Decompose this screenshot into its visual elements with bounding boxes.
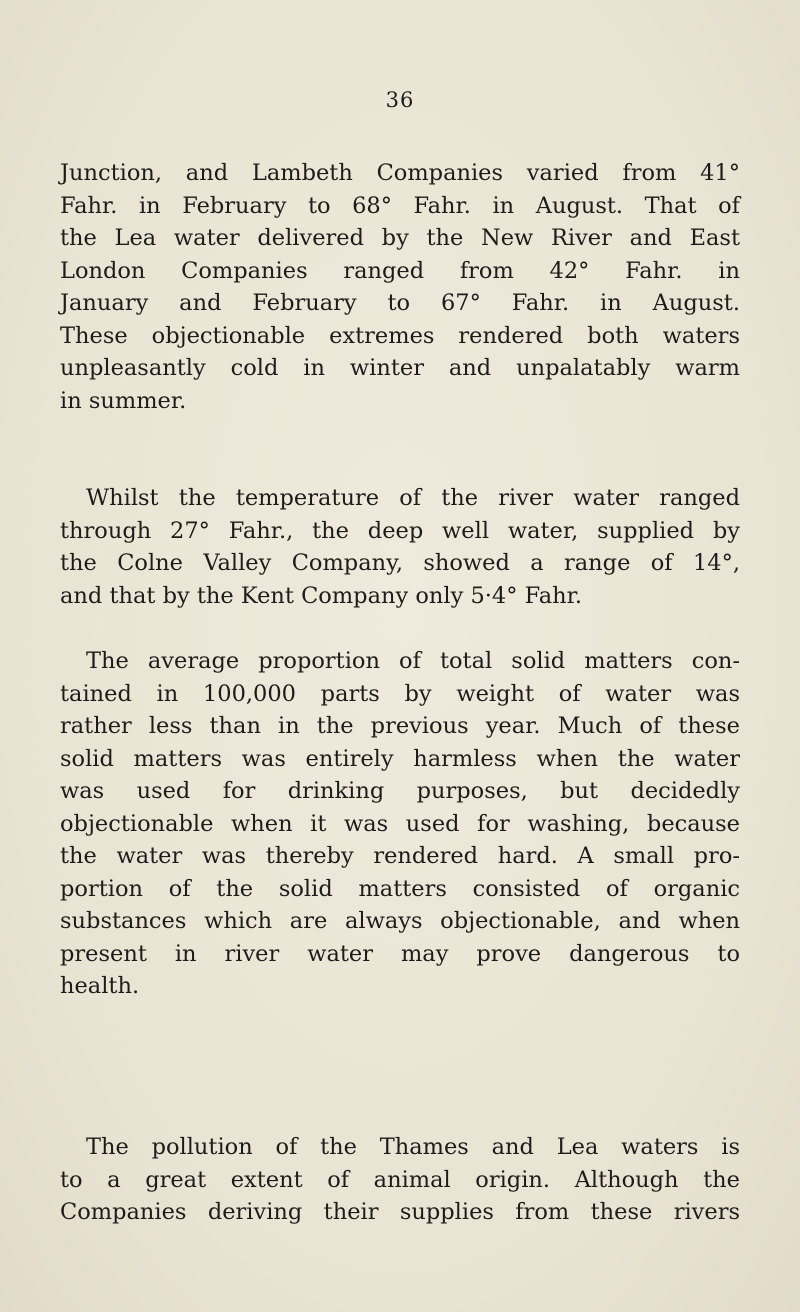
text-line: rather less than in the previous year. Much of these <box>60 713 740 739</box>
paragraph-temperature-range <box>60 482 740 612</box>
text-line: These objectionable extremes rendered both waters <box>60 322 740 349</box>
text-line: The pollution of the Thames and Lea waters is <box>86 1134 740 1160</box>
text-line: January and February to 67° Fahr. in August. <box>60 290 740 316</box>
text-line: the Lea water delivered by the New River and East <box>60 225 740 251</box>
text-line: substances which are always objectionable, and when <box>60 908 740 934</box>
text-line: Whilst the temperature of the river water ranged <box>86 485 740 511</box>
page-number: 36 <box>385 88 415 112</box>
text-line: objectionable when it was used for washing, because <box>60 810 740 837</box>
text-line: the Colne Valley Company, showed a range of 14°, <box>60 550 740 576</box>
text-line: Fahr. in February to 68° Fahr. in August. That of <box>60 192 740 219</box>
text-line: Companies deriving their supplies from these rivers <box>60 1199 740 1225</box>
text-line: through 27° Fahr., the deep well water, supplied by <box>60 517 740 544</box>
text-line: health. <box>60 973 140 999</box>
text-line: solid matters was entirely harmless when the water <box>60 745 740 772</box>
text-line: London Companies ranged from 42° Fahr. in <box>60 257 740 284</box>
text-line: portion of the solid matters consisted of organic <box>60 875 740 902</box>
text-line: present in river water may prove dangerous to <box>60 940 740 967</box>
text-line: to a great extent of animal origin. Although the <box>60 1166 740 1193</box>
paragraph-pollution <box>60 1131 740 1229</box>
paragraph-solid-matters <box>60 645 740 1003</box>
text-line: unpleasantly cold in winter and unpalatably warm <box>60 355 740 381</box>
paragraph-water-temperature <box>60 157 740 417</box>
text-line: the water was thereby rendered hard. A small pro- <box>60 843 740 869</box>
text-line: and that by the Kent Company only 5·4° Fahr. <box>60 582 583 609</box>
text-line: tained in 100,000 parts by weight of water was <box>60 680 740 707</box>
text-line: in summer. <box>60 387 187 414</box>
text-line: Junction, and Lambeth Companies varied from 41° <box>60 160 740 186</box>
text-line: The average proportion of total solid matters con- <box>86 648 740 674</box>
text-line: was used for drinking purposes, but decidedly <box>60 778 740 804</box>
